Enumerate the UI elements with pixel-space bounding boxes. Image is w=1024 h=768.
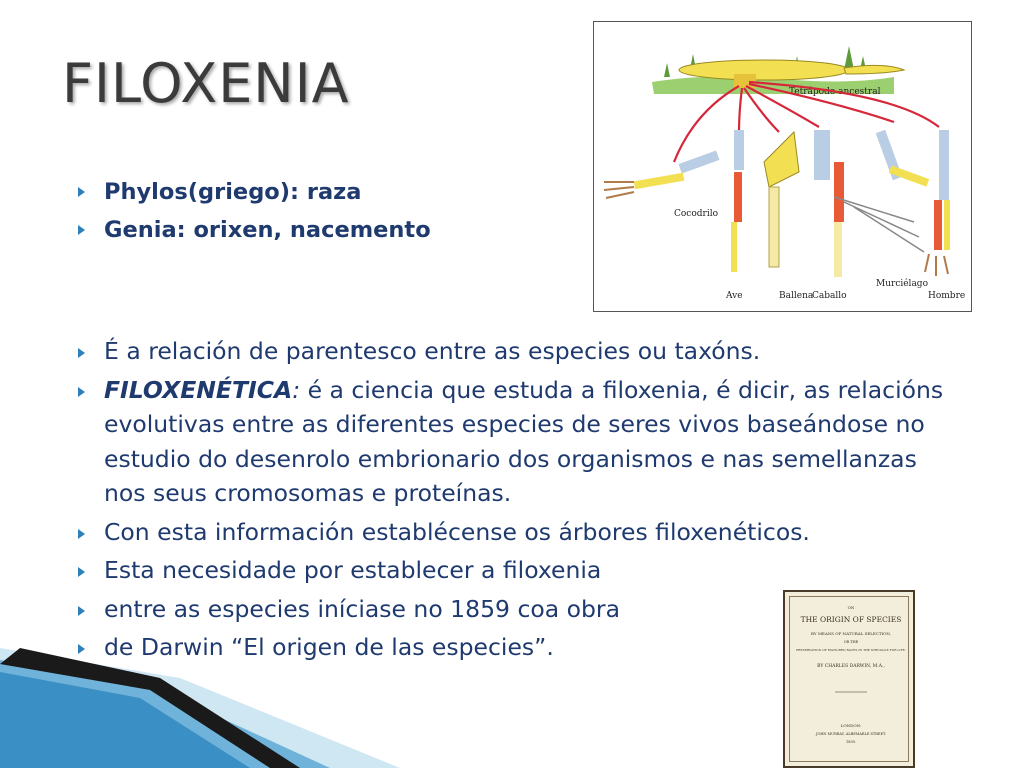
- book-cover-image: [783, 590, 915, 768]
- ancestor-body: [679, 60, 849, 80]
- list-item: [76, 211, 431, 249]
- bullet-arrow-icon: [78, 348, 85, 358]
- list-item-text: É a relación de parentesco entre as especies ou taxóns.: [104, 337, 761, 365]
- list-item: [76, 334, 956, 369]
- label-bird: Ave: [726, 291, 743, 301]
- bullet-arrow-icon: [78, 529, 85, 539]
- label-human: Hombre: [928, 291, 966, 301]
- bullet-arrow-icon: [78, 644, 85, 654]
- slide-title: FILOXENIA: [62, 52, 350, 115]
- crocodile-limb: [604, 150, 720, 198]
- label-whale: Ballena: [779, 291, 814, 301]
- bird-limb: [731, 130, 744, 272]
- bullet-arrow-icon: [78, 387, 85, 397]
- bullet-arrow-icon: [78, 567, 85, 577]
- book-text: [790, 597, 912, 765]
- book-inner-border: [789, 596, 909, 762]
- label-bat: Murciélago: [876, 279, 928, 289]
- list-item-text: Con esta información establécense os árbores filoxenéticos.: [104, 517, 810, 546]
- label-crocodile: Cocodrilo: [674, 209, 719, 219]
- bullet-arrow-icon: [78, 606, 85, 616]
- list-item-text: Esta necesidade por establecer a filoxenia: [104, 556, 602, 584]
- bullet-arrow-icon: [78, 187, 85, 197]
- book-line: OR THE: [843, 640, 859, 644]
- list-item-text: Phylos(griego): raza: [104, 179, 362, 205]
- book-line: PRESERVATION OF FAVOURED RACES IN THE STRUGGLE FOR LIFE.: [796, 648, 906, 652]
- list-item: [76, 515, 956, 550]
- book-line: LONDON:: [840, 723, 862, 728]
- homology-figure: [593, 21, 972, 312]
- book-title: THE ORIGIN OF SPECIES: [800, 615, 902, 624]
- book-line: JOHN MURRAY, ALBEMARLE STREET.: [816, 732, 886, 736]
- bullet-arrow-icon: [78, 225, 85, 235]
- horse-limb: [814, 130, 844, 277]
- list-item-text: é a ciencia que estuda a filoxenia, é dicir, as relacións evolutivas entre as diferentes especies de seres vivos baseándose no estudio do desenrolo embrionario dos organismos e nas semellanzas nos seus cromosomas e proteínas.: [104, 375, 944, 507]
- homology-diagram: [594, 22, 971, 311]
- list-item-text: de Darwin “El origen de las especies”.: [104, 633, 554, 661]
- book-year: 1859.: [845, 740, 857, 744]
- definition-list: [76, 173, 431, 249]
- book-author: BY CHARLES DARWIN, M.A.,: [817, 664, 885, 669]
- list-item: [76, 173, 431, 211]
- human-limb: [925, 130, 950, 276]
- book-line: ON: [847, 605, 855, 610]
- ancestor-tail: [844, 65, 904, 74]
- list-item: [76, 373, 956, 511]
- label-ancestor: Tetrápodo ancestral: [789, 87, 881, 97]
- list-item-text: entre as especies iníciase no 1859 coa obra: [104, 594, 620, 623]
- list-item-text: Genia: orixen, nacemento: [104, 217, 431, 243]
- list-item: [76, 553, 956, 588]
- bat-limb: [834, 130, 929, 252]
- keyword-colon: :: [292, 375, 301, 404]
- whale-limb: [764, 132, 799, 267]
- label-horse: Caballo: [812, 291, 847, 301]
- keyword: FILOXENÉTICA: [104, 375, 293, 404]
- book-line: BY MEANS OF NATURAL SELECTION,: [811, 631, 891, 636]
